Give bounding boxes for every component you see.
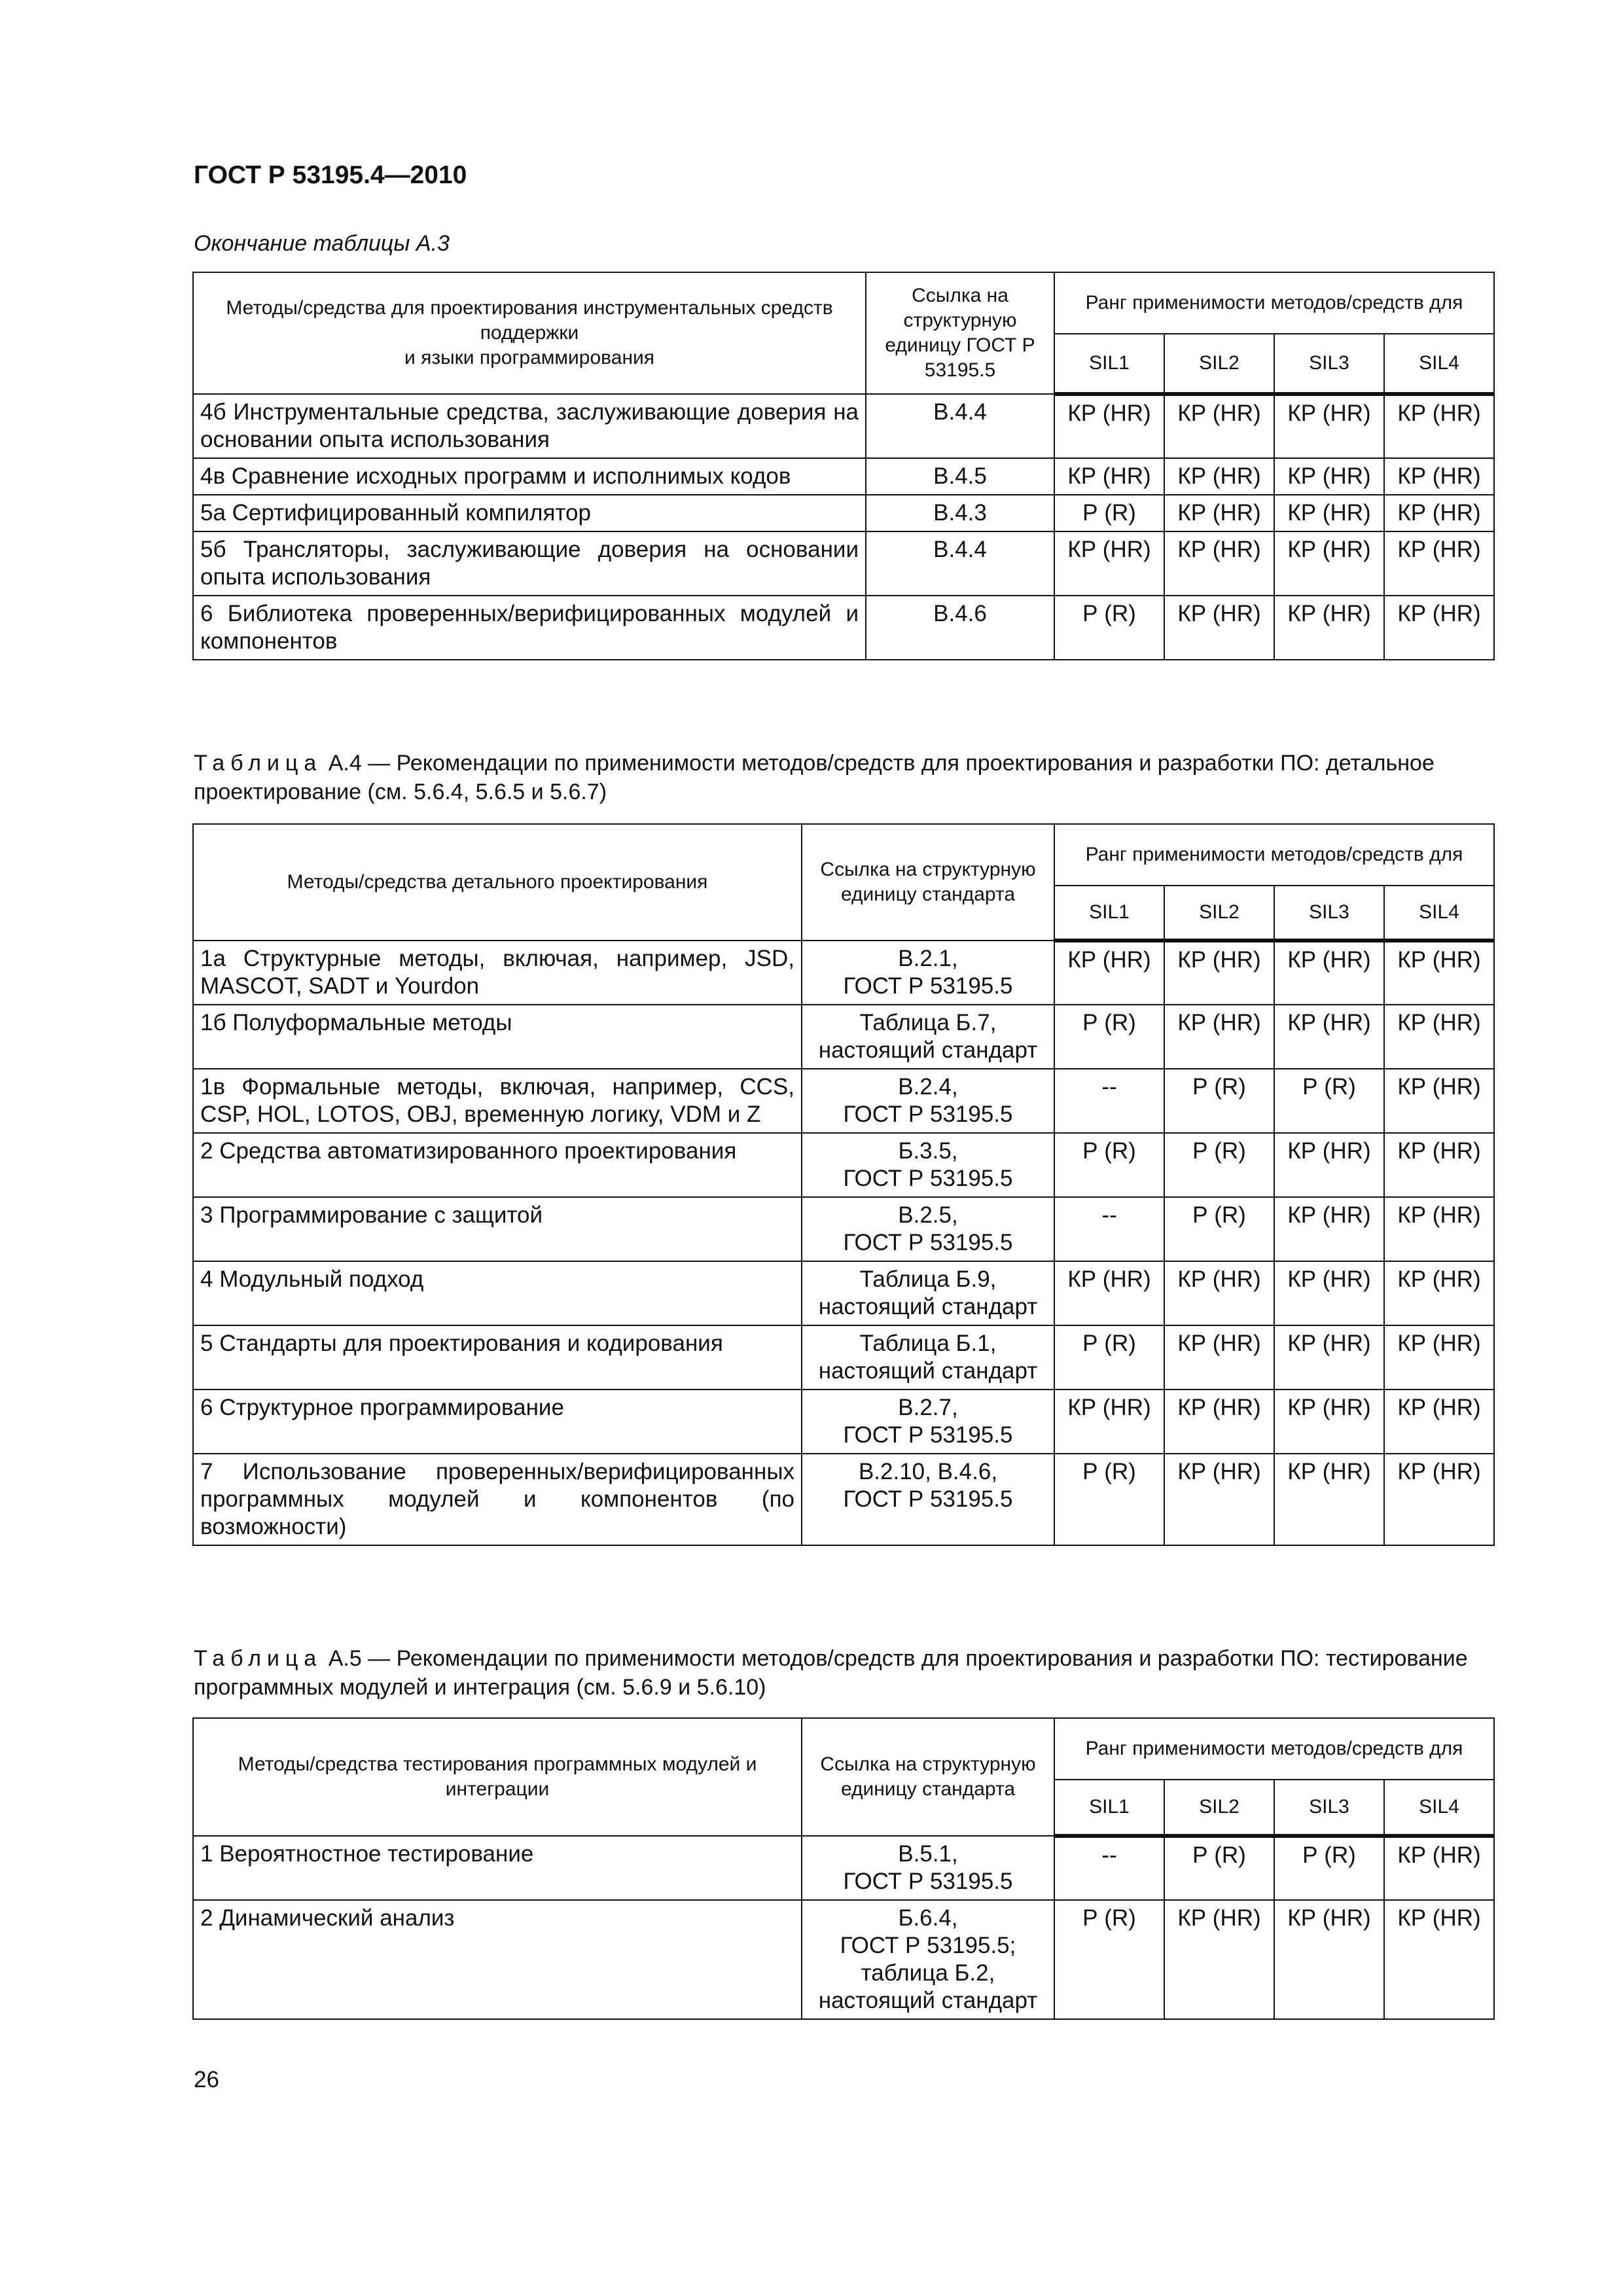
method-cell: 1б Полуформальные методы: [193, 1005, 802, 1069]
table-a3-caption: Окончание таблицы А.3: [194, 231, 450, 256]
sil2-rank-cell: КР (HR): [1164, 1005, 1274, 1069]
method-cell: 1а Структурные методы, включая, например, JSD, MASCOT, SADT и Yourdon: [193, 941, 802, 1005]
column-header-sil3: SIL3: [1274, 886, 1384, 941]
method-cell: 5 Стандарты для проектирования и кодирования: [193, 1325, 802, 1390]
table-row: [193, 1197, 1494, 1261]
column-header-method: Методы/средства для проектирования инструментальных средств поддержки и языки программирования: [193, 272, 866, 394]
reference-cell: В.5.1, ГОСТ Р 53195.5: [802, 1836, 1054, 1900]
sil3-rank-cell: КР (HR): [1274, 458, 1384, 495]
sil4-rank-cell: КР (HR): [1384, 1390, 1494, 1454]
sil4-rank-cell: КР (HR): [1384, 495, 1494, 531]
sil2-rank-cell: Р (R): [1164, 1069, 1274, 1133]
method-cell: 5б Трансляторы, заслуживающие доверия на основании опыта использования: [193, 531, 866, 596]
sil4-rank-cell: КР (HR): [1384, 1836, 1494, 1900]
reference-cell: В.4.4: [866, 394, 1054, 458]
sil3-rank-cell: КР (HR): [1274, 1005, 1384, 1069]
method-cell: 1в Формальные методы, включая, например, CCS, CSP, HOL, LOTOS, OBJ, временную логику, VDM и Z: [193, 1069, 802, 1133]
sil4-rank-cell: КР (HR): [1384, 941, 1494, 1005]
reference-cell: Б.3.5, ГОСТ Р 53195.5: [802, 1133, 1054, 1197]
column-header-sil2: SIL2: [1164, 334, 1274, 394]
table-row: [193, 1261, 1494, 1325]
method-cell: 1 Вероятностное тестирование: [193, 1836, 802, 1900]
method-cell: 3 Программирование с защитой: [193, 1197, 802, 1261]
table-row: [193, 596, 1494, 660]
table-row: [193, 1005, 1494, 1069]
table-a3-end: [192, 272, 1495, 660]
page-number: 26: [194, 2067, 219, 2092]
table-body: [193, 1836, 1494, 2019]
column-header-reference: Ссылка на структурную единицу ГОСТ Р 53195.5: [866, 272, 1054, 394]
sil2-rank-cell: КР (HR): [1164, 1390, 1274, 1454]
sil3-rank-cell: Р (R): [1274, 1836, 1384, 1900]
column-header-sil1: SIL1: [1054, 886, 1164, 941]
reference-cell: Б.6.4, ГОСТ Р 53195.5; таблица Б.2, настоящий стандарт: [802, 1900, 1054, 2019]
reference-cell: В.2.7, ГОСТ Р 53195.5: [802, 1390, 1054, 1454]
sil2-rank-cell: КР (HR): [1164, 596, 1274, 660]
method-cell: 4 Модульный подход: [193, 1261, 802, 1325]
sil4-rank-cell: КР (HR): [1384, 1325, 1494, 1390]
column-header-reference: Ссылка на структурную единицу стандарта: [802, 1718, 1054, 1836]
table-row: [193, 394, 1494, 458]
sil3-rank-cell: КР (HR): [1274, 1261, 1384, 1325]
table-a4-caption: [194, 749, 1492, 806]
reference-cell: В.2.5, ГОСТ Р 53195.5: [802, 1197, 1054, 1261]
method-cell: 2 Средства автоматизированного проектирования: [193, 1133, 802, 1197]
sil4-rank-cell: КР (HR): [1384, 1900, 1494, 2019]
table-row: [193, 1133, 1494, 1197]
reference-cell: Таблица Б.9, настоящий стандарт: [802, 1261, 1054, 1325]
table-row: [193, 495, 1494, 531]
sil1-rank-cell: КР (HR): [1054, 458, 1164, 495]
table-row: [193, 531, 1494, 596]
column-header-sil2: SIL2: [1164, 1780, 1274, 1836]
table-row: [193, 1069, 1494, 1133]
column-header-sil4: SIL4: [1384, 334, 1494, 394]
table-a4: [192, 823, 1495, 1546]
reference-cell: В.4.4: [866, 531, 1054, 596]
sil4-rank-cell: КР (HR): [1384, 531, 1494, 596]
sil2-rank-cell: КР (HR): [1164, 1325, 1274, 1390]
sil4-rank-cell: КР (HR): [1384, 394, 1494, 458]
sil3-rank-cell: КР (HR): [1274, 1325, 1384, 1390]
sil2-rank-cell: Р (R): [1164, 1836, 1274, 1900]
reference-cell: В.2.1, ГОСТ Р 53195.5: [802, 941, 1054, 1005]
sil3-rank-cell: КР (HR): [1274, 531, 1384, 596]
sil1-rank-cell: Р (R): [1054, 1133, 1164, 1197]
reference-cell: В.4.6: [866, 596, 1054, 660]
sil3-rank-cell: КР (HR): [1274, 1390, 1384, 1454]
page-header: ГОСТ Р 53195.4—2010: [194, 161, 467, 189]
table-a5: [192, 1717, 1495, 2020]
sil1-rank-cell: КР (HR): [1054, 1261, 1164, 1325]
sil3-rank-cell: КР (HR): [1274, 495, 1384, 531]
sil2-rank-cell: Р (R): [1164, 1133, 1274, 1197]
sil4-rank-cell: КР (HR): [1384, 1069, 1494, 1133]
column-header-sil1: SIL1: [1054, 1780, 1164, 1836]
sil1-rank-cell: Р (R): [1054, 1325, 1164, 1390]
sil1-rank-cell: КР (HR): [1054, 1390, 1164, 1454]
caption-text: А.5 — Рекомендации по применимости методов/средств для проектирования и разработки ПО: тестирование программных модулей и интеграция (см. 5.6.9 и 5.6.10): [194, 1646, 1468, 1700]
sil4-rank-cell: КР (HR): [1384, 596, 1494, 660]
method-cell: 6 Библиотека проверенных/верифицированных модулей и компонентов: [193, 596, 866, 660]
sil1-rank-cell: КР (HR): [1054, 531, 1164, 596]
column-header-method: Методы/средства детального проектирования: [193, 824, 802, 941]
sil1-rank-cell: --: [1054, 1069, 1164, 1133]
column-header-method: Методы/средства тестирования программных модулей и интеграции: [193, 1718, 802, 1836]
table-body: [193, 394, 1494, 660]
caption-text: А.4 — Рекомендации по применимости методов/средств для проектирования и разработки ПО: детальное проектирование (см. 5.6.4, 5.6.5 и 5.6.7): [194, 751, 1435, 804]
method-cell: 6 Структурное программирование: [193, 1390, 802, 1454]
column-header-sil4: SIL4: [1384, 886, 1494, 941]
sil2-rank-cell: КР (HR): [1164, 1900, 1274, 2019]
sil4-rank-cell: КР (HR): [1384, 1133, 1494, 1197]
sil1-rank-cell: КР (HR): [1054, 394, 1164, 458]
sil4-rank-cell: КР (HR): [1384, 1005, 1494, 1069]
sil3-rank-cell: КР (HR): [1274, 1454, 1384, 1545]
sil4-rank-cell: КР (HR): [1384, 458, 1494, 495]
table-row: [193, 458, 1494, 495]
column-header-rank: Ранг применимости методов/средств для: [1054, 272, 1494, 334]
column-header-sil1: SIL1: [1054, 334, 1164, 394]
reference-cell: Таблица Б.7, настоящий стандарт: [802, 1005, 1054, 1069]
method-cell: 4б Инструментальные средства, заслуживающие доверия на основании опыта использования: [193, 394, 866, 458]
table-body: [193, 941, 1494, 1545]
column-header-sil3: SIL3: [1274, 334, 1384, 394]
sil1-rank-cell: --: [1054, 1836, 1164, 1900]
table-label: Таблица: [194, 1646, 323, 1671]
sil4-rank-cell: КР (HR): [1384, 1454, 1494, 1545]
sil2-rank-cell: КР (HR): [1164, 495, 1274, 531]
reference-cell: Таблица Б.1, настоящий стандарт: [802, 1325, 1054, 1390]
method-cell: 4в Сравнение исходных программ и исполнимых кодов: [193, 458, 866, 495]
sil2-rank-cell: КР (HR): [1164, 1261, 1274, 1325]
sil2-rank-cell: КР (HR): [1164, 394, 1274, 458]
sil1-rank-cell: Р (R): [1054, 1005, 1164, 1069]
sil1-rank-cell: --: [1054, 1197, 1164, 1261]
sil3-rank-cell: КР (HR): [1274, 1197, 1384, 1261]
table-label: Таблица: [194, 751, 323, 776]
sil2-rank-cell: КР (HR): [1164, 531, 1274, 596]
sil2-rank-cell: КР (HR): [1164, 1454, 1274, 1545]
sil1-rank-cell: Р (R): [1054, 1454, 1164, 1545]
column-header-rank: Ранг применимости методов/средств для: [1054, 824, 1494, 886]
reference-cell: В.4.5: [866, 458, 1054, 495]
table-row: [193, 941, 1494, 1005]
table-row: [193, 1390, 1494, 1454]
method-cell: 7 Использование проверенных/верифицированных программных модулей и компонентов (по возможности): [193, 1454, 802, 1545]
sil3-rank-cell: КР (HR): [1274, 596, 1384, 660]
method-cell: 5а Сертифицированный компилятор: [193, 495, 866, 531]
method-cell: 2 Динамический анализ: [193, 1900, 802, 2019]
sil4-rank-cell: КР (HR): [1384, 1261, 1494, 1325]
column-header-sil2: SIL2: [1164, 886, 1274, 941]
table-row: [193, 1900, 1494, 2019]
table-row: [193, 1836, 1494, 1900]
sil2-rank-cell: Р (R): [1164, 1197, 1274, 1261]
sil3-rank-cell: КР (HR): [1274, 394, 1384, 458]
table-a5-caption: [194, 1644, 1492, 1702]
column-header-rank: Ранг применимости методов/средств для: [1054, 1718, 1494, 1780]
reference-cell: В.4.3: [866, 495, 1054, 531]
column-header-reference: Ссылка на структурную единицу стандарта: [802, 824, 1054, 941]
sil3-rank-cell: КР (HR): [1274, 941, 1384, 1005]
sil1-rank-cell: Р (R): [1054, 1900, 1164, 2019]
sil1-rank-cell: Р (R): [1054, 495, 1164, 531]
sil1-rank-cell: КР (HR): [1054, 941, 1164, 1005]
column-header-sil4: SIL4: [1384, 1780, 1494, 1836]
reference-cell: В.2.10, В.4.6, ГОСТ Р 53195.5: [802, 1454, 1054, 1545]
sil3-rank-cell: КР (HR): [1274, 1900, 1384, 2019]
sil3-rank-cell: КР (HR): [1274, 1133, 1384, 1197]
column-header-sil3: SIL3: [1274, 1780, 1384, 1836]
sil3-rank-cell: Р (R): [1274, 1069, 1384, 1133]
sil2-rank-cell: КР (HR): [1164, 458, 1274, 495]
sil2-rank-cell: КР (HR): [1164, 941, 1274, 1005]
reference-cell: В.2.4, ГОСТ Р 53195.5: [802, 1069, 1054, 1133]
sil1-rank-cell: Р (R): [1054, 596, 1164, 660]
table-row: [193, 1454, 1494, 1545]
table-row: [193, 1325, 1494, 1390]
sil4-rank-cell: КР (HR): [1384, 1197, 1494, 1261]
